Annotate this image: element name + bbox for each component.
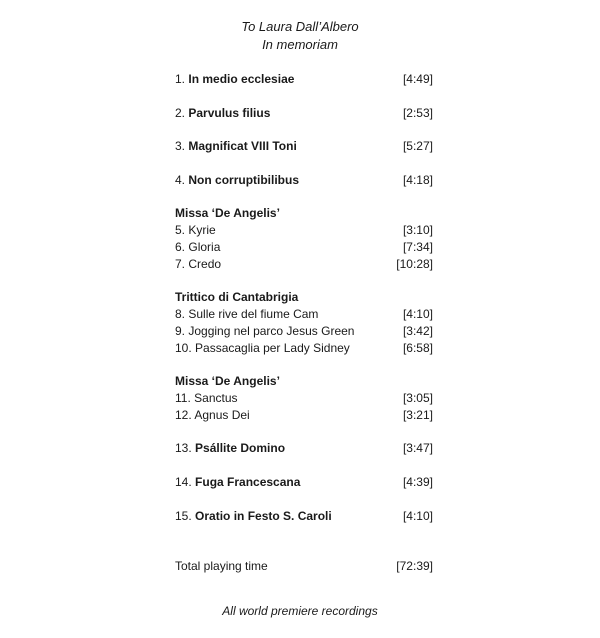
track-duration: [5:27] <box>402 139 433 153</box>
track-duration: [7:34] <box>402 240 433 254</box>
track-row-13 <box>175 440 433 456</box>
track-title: Sanctus <box>194 391 238 405</box>
track-row-2 <box>175 105 433 121</box>
track-title: Psállite Domino <box>195 441 286 455</box>
track-number: 5. <box>175 223 186 237</box>
track-duration: [3:21] <box>402 408 433 422</box>
track-number: 6. <box>175 240 186 254</box>
track-duration: [2:53] <box>402 106 433 120</box>
dedication-line-1: To Laura Dall’Albero <box>241 19 359 34</box>
track-title: Fuga Francescana <box>195 475 301 489</box>
track-title: Sulle rive del fiume Cam <box>188 307 319 321</box>
track-duration: [3:05] <box>402 391 433 405</box>
track-number: 10. <box>175 341 192 355</box>
total-label: Total playing time <box>175 559 268 573</box>
track-title: Kyrie <box>188 223 216 237</box>
track-row-6 <box>175 239 433 255</box>
dedication-line-2: In memoriam <box>262 37 338 52</box>
group-heading-trittico: Trittico di Cantabrigia <box>175 290 299 304</box>
track-title: Magnificat VIII Toni <box>188 139 297 153</box>
track-row-5 <box>175 222 433 238</box>
track-title: Oratio in Festo S. Caroli <box>195 509 332 523</box>
track-title: Credo <box>188 257 222 271</box>
track-title: Gloria <box>188 240 221 254</box>
track-number: 3. <box>175 139 186 153</box>
total-duration: [72:39] <box>396 559 433 573</box>
track-row-11 <box>175 390 433 406</box>
footer-note: All world premiere recordings <box>222 604 378 618</box>
track-number: 1. <box>175 72 186 86</box>
track-number: 11. <box>175 391 191 405</box>
track-title: Passacaglia per Lady Sidney <box>195 341 350 355</box>
group-heading-missa-2: Missa ‘De Angelis’ <box>175 374 280 388</box>
track-duration: [3:10] <box>402 223 433 237</box>
track-row-4 <box>175 172 433 188</box>
track-number: 12. <box>175 408 192 422</box>
track-duration: [3:42] <box>402 324 433 338</box>
track-title: Non corruptibilibus <box>188 173 300 187</box>
track-row-15 <box>175 508 433 524</box>
track-number: 7. <box>175 257 186 271</box>
track-duration: [3:47] <box>402 441 433 455</box>
track-row-14 <box>175 474 433 490</box>
track-number: 2. <box>175 106 186 120</box>
track-row-1 <box>175 71 433 87</box>
track-title: Parvulus filius <box>188 106 271 120</box>
track-row-7 <box>175 256 433 272</box>
track-row-9 <box>175 323 433 339</box>
total-playing-time-row <box>175 558 433 574</box>
track-number: 15. <box>175 509 192 523</box>
track-number: 9. <box>175 324 186 338</box>
track-duration: [4:49] <box>402 72 433 86</box>
track-duration: [4:39] <box>402 475 433 489</box>
track-row-8 <box>175 306 433 322</box>
track-duration: [4:10] <box>402 509 433 523</box>
track-row-12 <box>175 407 433 423</box>
track-number: 4. <box>175 173 186 187</box>
track-row-10 <box>175 340 433 356</box>
track-title: In medio ecclesiae <box>188 72 295 86</box>
group-heading-missa-1: Missa ‘De Angelis’ <box>175 206 280 220</box>
track-title: Agnus Dei <box>194 408 250 422</box>
track-duration: [6:58] <box>402 341 433 355</box>
track-number: 14. <box>175 475 192 489</box>
track-title: Jogging nel parco Jesus Green <box>188 324 355 338</box>
track-number: 13. <box>175 441 192 455</box>
track-number: 8. <box>175 307 186 321</box>
track-duration: [4:18] <box>402 173 433 187</box>
track-duration: [4:10] <box>402 307 433 321</box>
track-row-3 <box>175 138 433 154</box>
track-duration: [10:28] <box>396 257 433 271</box>
